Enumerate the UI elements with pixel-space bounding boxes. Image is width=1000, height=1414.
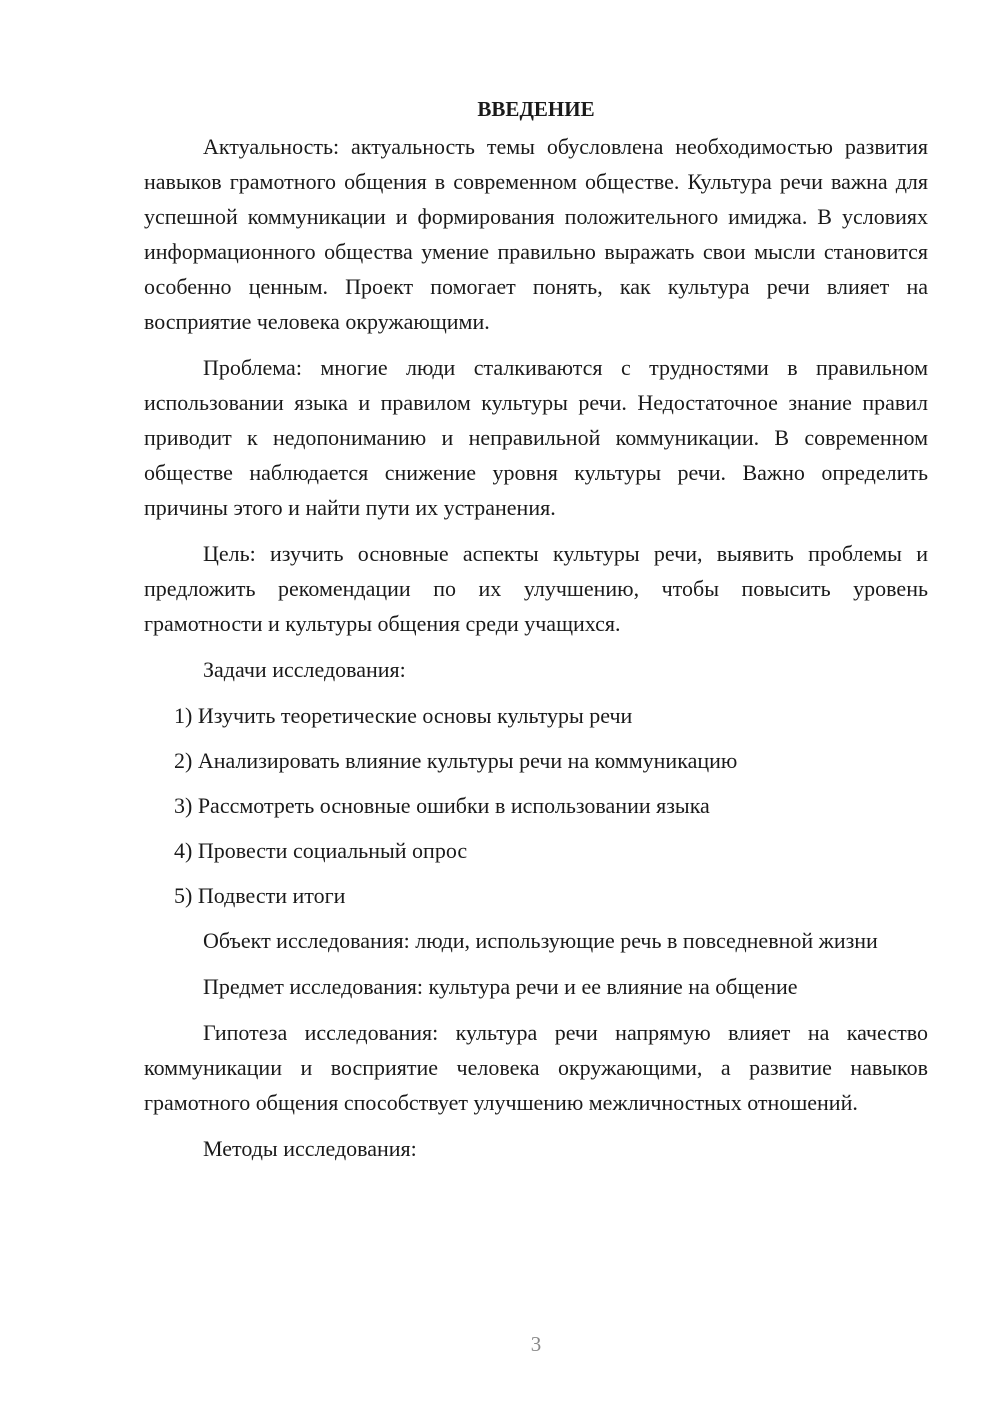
paragraph-object: Объект исследования: люди, использующие речь в повседневной жизни — [203, 928, 878, 953]
list-item: 4) Провести социальный опрос — [174, 838, 468, 863]
list-item: 5) Подвести итоги — [174, 883, 346, 908]
paragraph-subject: Предмет исследования: культура речи и ее влияние на общение — [203, 974, 798, 999]
list-item: 1) Изучить теоретические основы культуры речи — [174, 703, 633, 728]
document-page — [144, 92, 928, 1177]
list-item: 2) Анализировать влияние культуры речи на коммуникацию — [174, 748, 738, 773]
paragraph-problem: Проблема: многие люди сталкиваются с трудностями в правильном использовании языка и правилом культуры речи. Недостаточное знание правил приводит к недопониманию и неправильной коммуникации. В современном обществе наблюдается снижение уровня культуры речи. Важно определить причины этого и найти пути их устранения. — [144, 355, 928, 520]
paragraph-goal: Цель: изучить основные аспекты культуры речи, выявить проблемы и предложить рекомендации по их улучшению, чтобы повысить уровень грамотности и культуры общения среди учащихся. — [144, 541, 928, 636]
page-number: 3 — [530, 1332, 542, 1356]
tasks-heading: Задачи исследования: — [203, 657, 406, 682]
methods-heading: Методы исследования: — [203, 1136, 417, 1161]
page-title: ВВЕДЕНИЕ — [477, 97, 595, 121]
paragraph-hypothesis: Гипотеза исследования: культура речи напрямую влияет на качество коммуникации и восприятие человека окружающими, а развитие навыков грамотного общения способствует улучшению межличностных отношений. — [144, 1020, 928, 1115]
paragraph-relevance: Актуальность: актуальность темы обусловлена необходимостью развития навыков грамотного общения в современном обществе. Культура речи важна для успешной коммуникации и формирования положительного имиджа. В условиях информационного общества умение правильно выражать свои мысли становится особенно ценным. Проект помогает понять, как культура речи влияет на восприятие человека окружающими. — [144, 134, 928, 334]
tasks-list — [144, 698, 928, 913]
list-item: 3) Рассмотреть основные ошибки в использовании языка — [174, 793, 710, 818]
